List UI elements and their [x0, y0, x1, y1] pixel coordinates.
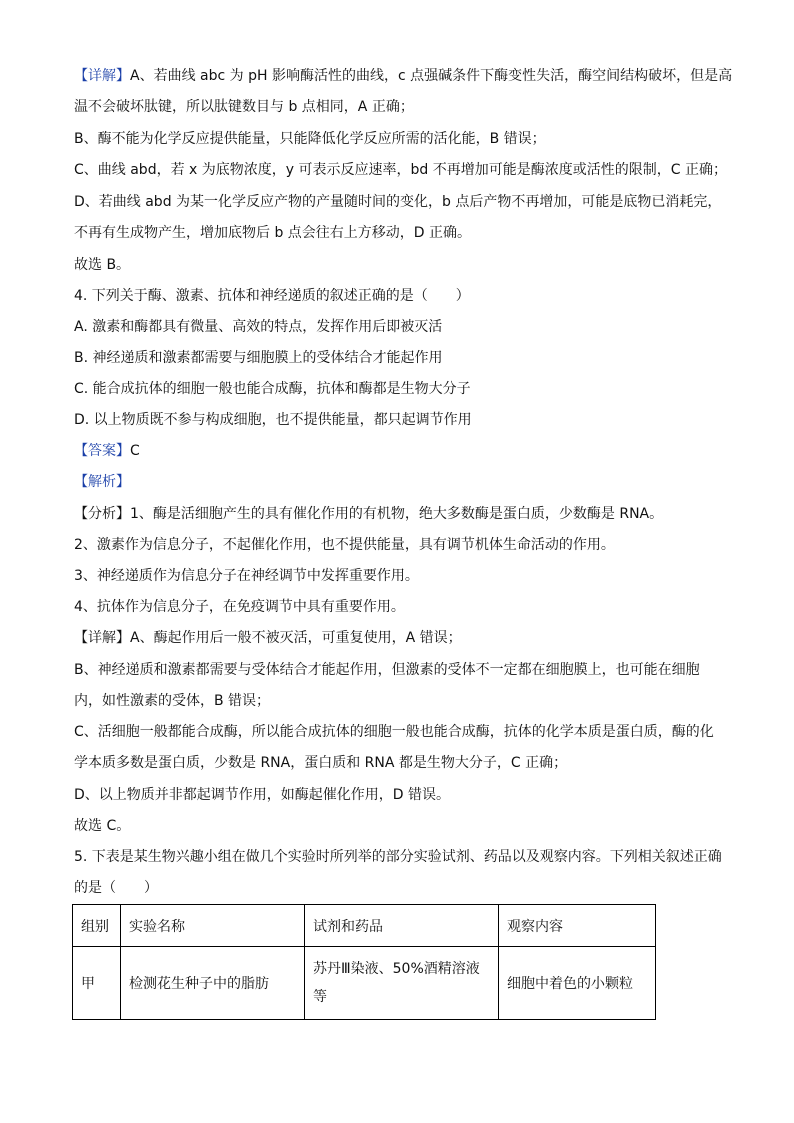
table-cell: 检测花生种子中的脂肪: [121, 947, 305, 1020]
text-line: 4、抗体作为信息分子，在免疫调节中具有重要作用。: [74, 599, 405, 615]
option-d: D. 以上物质既不参与构成细胞，也不提供能量，都只起调节作用: [74, 412, 472, 428]
option-a: A. 激素和酶都具有微量、高效的特点，发挥作用后即被灭活: [74, 319, 443, 335]
table-cell-text: 苏丹Ⅲ染液、50%酒精溶液等: [313, 961, 480, 1005]
answer-line: 【答案】C: [74, 443, 140, 459]
table-row: [73, 947, 656, 1020]
text-line: C、曲线 abd，若 x 为底物浓度，y 可表示反应速率，bd 不再增加可能是酶浓度或活性的限制，C 正确；: [74, 162, 727, 178]
text-line: 【详解】A、酶起作用后一般不被灭活，可重复使用，A 错误；: [74, 630, 462, 646]
table-header-cell: 实验名称: [121, 905, 305, 947]
text-line: 【详解】A、若曲线 abc 为 pH 影响酶活性的曲线，c 点强碱条件下酶变性失活，酶空间结构破坏，但是高: [74, 68, 733, 84]
text-line: B、神经递质和激素都需要与受体结合才能起作用，但激素的受体不一定都在细胞膜上，也可能在细胞: [74, 662, 700, 678]
section-tag: 【详解】: [74, 68, 130, 84]
section-tag: 【详解】: [74, 630, 130, 646]
text-line: B、酶不能为化学反应提供能量，只能降低化学反应所需的活化能，B 错误；: [74, 131, 546, 147]
text-line: 故选 C。: [74, 818, 131, 834]
text-line: C、活细胞一般都能合成酶，所以能合成抗体的细胞一般也能合成酶，抗体的化学本质是蛋白质，酶的化: [74, 724, 714, 740]
text-line: 2、激素作为信息分子，不起催化作用，也不提供能量，具有调节机体生命活动的作用。: [74, 537, 615, 553]
table-cell: 甲: [73, 947, 121, 1020]
section-tag: 【解析】: [74, 474, 130, 490]
section-tag: 【分析】: [74, 506, 130, 522]
text-line: 内，如性激素的受体，B 错误；: [74, 693, 271, 709]
option-b: B. 神经递质和激素都需要与细胞膜上的受体结合才能起作用: [74, 350, 443, 366]
table-cell: 细胞中着色的小颗粒: [499, 947, 656, 1020]
experiment-table: [72, 904, 656, 1020]
table-header-cell: 组别: [73, 905, 121, 947]
text-line: D、若曲线 abd 为某一化学反应产物的产量随时间的变化，b 点后产物不再增加，可能是底物已消耗完，: [74, 194, 722, 210]
text-line: 故选 B。: [74, 257, 131, 273]
text-line: 学本质多数是蛋白质，少数是 RNA，蛋白质和 RNA 都是生物大分子，C 正确；: [74, 755, 568, 771]
table-header-cell: 试剂和药品: [305, 905, 499, 947]
question-stem: 4. 下列关于酶、激素、抗体和神经递质的叙述正确的是（ ）: [74, 288, 470, 304]
analysis-heading: [74, 473, 130, 491]
text-line: 【分析】1、酶是活细胞产生的具有催化作用的有机物，绝大多数酶是蛋白质，少数酶是 RNA。: [74, 506, 664, 522]
table-cell: [305, 947, 499, 1020]
question-stem: 5. 下表是某生物兴趣小组在做几个实验时所列举的部分实验试剂、药品以及观察内容。下列相关叙述正确: [74, 849, 722, 865]
option-c: C. 能合成抗体的细胞一般也能合成酶，抗体和酶都是生物大分子: [74, 381, 471, 397]
text-line: D、以上物质并非都起调节作用，如酶起催化作用，D 错误。: [74, 787, 451, 803]
text-line: 3、神经递质作为信息分子在神经调节中发挥重要作用。: [74, 568, 419, 584]
text-line: 的是（ ）: [74, 880, 158, 896]
table-header-cell: 观察内容: [499, 905, 656, 947]
table-header-row: [73, 905, 656, 947]
section-tag: 【答案】: [74, 443, 130, 459]
text-line: 不再有生成物产生，增加底物后 b 点会往右上方移动，D 正确。: [74, 225, 472, 241]
text-line: 温不会破坏肽键，所以肽键数目与 b 点相同，A 正确；: [74, 99, 414, 115]
